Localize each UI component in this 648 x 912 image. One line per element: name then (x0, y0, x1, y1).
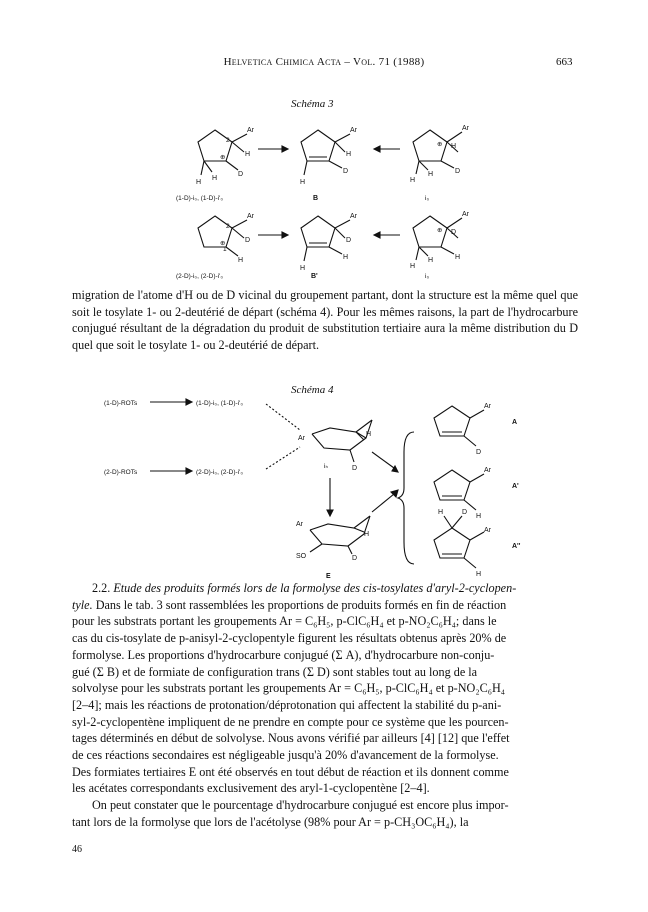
paragraph2-line: Des formiates tertiaires E ont été observés en tout début de réaction et ils donnent comme (72, 764, 509, 779)
atom-ar: Ar (350, 213, 357, 220)
atom-d: D (343, 168, 349, 175)
atom-d: D (462, 509, 468, 516)
atom-h: H (476, 513, 482, 520)
reactant-1-label: (1-D)-ROTs (104, 400, 138, 407)
atom-h: H (410, 177, 416, 184)
atom-ar: Ar (484, 527, 491, 534)
compound-label: (1-D)-i₀, (1-D)-i'₀ (176, 195, 224, 202)
atom-charge: ⊕ (437, 141, 443, 148)
atom-h: H (438, 509, 444, 516)
atom-position-2: 2 (226, 137, 230, 144)
scheme3-drawing (0, 108, 648, 308)
paragraph2-line: tages déterminés en début de solvolyse. Nous avons vérifié par ailleurs [4] [12] que l'effet (72, 731, 510, 746)
compound-e-label: E (326, 573, 331, 580)
scheme3-title: Schéma 3 (291, 98, 334, 110)
atom-ar: Ar (247, 213, 254, 220)
compound-label: i₀ (425, 273, 430, 280)
atom-ar: Ar (462, 125, 469, 132)
section-number: 2.2. (92, 581, 111, 595)
atom-ar: Ar (484, 467, 491, 474)
atom-ar: Ar (296, 521, 303, 528)
atom-position-1: 1 (223, 246, 227, 253)
paragraph2-line: solvolyse pour les substrats portant les groupements Ar = C₆H₅, p-ClC₆H₄ et p-NO₂C₆H₄ (72, 681, 506, 696)
atom-h: H (300, 179, 306, 186)
intermediate-2-label: (2-D)-i₀, (2-D)-i'₀ (196, 469, 244, 476)
atom-h: H (428, 171, 434, 178)
paragraph2-line: [2–4]; mais les réactions de protonation/déprotonation qui affectent la stabilité du p-ani- (72, 697, 502, 712)
page-number: 663 (556, 56, 573, 68)
intermediate-1-label: (1-D)-i₀, (1-D)-i'₀ (196, 400, 244, 407)
atom-h: H (451, 143, 457, 150)
atom-h: H (212, 175, 218, 182)
atom-h: H (366, 431, 372, 438)
journal-title: Helvetica Chimica Acta – Vol. 71 (1988) (223, 56, 425, 68)
atom-h: H (238, 257, 244, 264)
paragraph2-line: les acétates correspondants exclusivement des aryl-1-cyclopentène [2–4]. (72, 781, 430, 796)
paragraph2-line: Dans le tab. 3 sont rassemblées les proportions de produits formés en fin de réaction (95, 597, 507, 612)
atom-d: D (352, 465, 358, 472)
ring-row2-left (198, 216, 232, 247)
product-a-prime-label: A' (512, 483, 519, 490)
compound-label: B (313, 195, 319, 202)
atom-h: H (428, 257, 434, 264)
compound-label: (2-D)-i₀, (2-D)-i'₀ (176, 273, 224, 280)
atom-ar: Ar (484, 403, 491, 410)
atom-d: D (451, 229, 457, 236)
compound-label: i₀ (425, 195, 430, 202)
paragraph2-line: de ces réactions secondaires est négligeable jusqu'à 20% d'avancement de la formolyse. (72, 748, 499, 763)
atom-charge: ⊕ (437, 227, 443, 234)
scheme4-drawing (0, 392, 648, 592)
atom-d: D (245, 237, 251, 244)
ring-row1-middle (301, 130, 335, 161)
center-intermediate-label: iₕ (324, 463, 329, 470)
atom-charge: ⊕ (220, 154, 226, 161)
ring-row1-left (198, 130, 232, 161)
atom-ar: Ar (350, 127, 357, 134)
atom-d: D (238, 171, 244, 178)
paragraph3-line: tant lors de la formolyse que lors de l'acétolyse (98% pour Ar = p-CH₃OC₆H₄), la (72, 814, 469, 829)
paragraph2-line: formolyse. Les proportions d'hydrocarbure conjugué (Σ A), d'hydrocarbure non-conju- (72, 647, 495, 662)
paragraph-migration: migration de l'atome d'H ou de D vicinal du groupement partant, dont la structure est la même quel que soit le tosylate 1- ou 2-deutérié de départ (schéma 4). Pour les mêmes raisons, la part de l'hydrocarbure conjugué résultant de la dégradation du produit de substitution tertiaire aura la même distribution du D quel que soit le tosylate 1- ou 2-deutérié de départ. (72, 288, 578, 353)
atom-h: H (343, 254, 349, 261)
atom-h: H (300, 265, 306, 272)
product-a-double-prime-label: A'' (512, 543, 521, 550)
atom-position-2: 2 (226, 223, 230, 230)
ring-row2-middle (301, 216, 335, 247)
atom-h: H (476, 571, 482, 578)
paragraph2-line: cas du cis-tosylate de p-anisyl-2-cyclopentyle figurent les résultats obtenus après 20% de (72, 631, 507, 646)
atom-h: H (455, 254, 461, 261)
section-2-2 (72, 580, 578, 831)
atom-ar: Ar (247, 127, 254, 134)
paragraph2-line: syl-2-cyclopentène impliquent de ne prendre en compte pour ce système que les pourcen- (72, 714, 509, 729)
leaving-group-label: SO (296, 553, 307, 560)
scheme4-title: Schéma 4 (291, 384, 334, 396)
atom-h: H (245, 151, 251, 158)
paragraph2-line: pour les substrats portant les groupements Ar = C₆H₅, p-ClC₆H₄ et p-NO₂C₆H₄; dans le (72, 614, 497, 629)
compound-label: B' (311, 273, 318, 280)
atom-h: H (364, 531, 370, 538)
atom-d: D (346, 237, 352, 244)
section-title: Etude des produits formés lors de la formolyse des cis-tosylates d'aryl-2-cyclopen- (113, 581, 517, 595)
product-a-label: A (512, 419, 518, 426)
center-ring (312, 420, 372, 434)
atom-ar: Ar (298, 435, 305, 442)
atom-h: H (196, 179, 202, 186)
reactant-2-label: (2-D)-ROTs (104, 469, 138, 476)
atom-h: H (410, 263, 416, 270)
footer-page-marker: 46 (72, 844, 82, 855)
atom-ar: Ar (462, 211, 469, 218)
atom-d: D (455, 168, 461, 175)
section-title-end: tyle. (72, 597, 93, 612)
atom-h: H (346, 151, 352, 158)
atom-d: D (352, 555, 358, 562)
paragraph2-line: gué (Σ B) et de formiate de configuration trans (Σ D) sont stables tout au long de la (72, 664, 478, 679)
atom-d: D (476, 449, 482, 456)
atom-charge: ⊕ (220, 240, 226, 247)
paragraph3-line: On peut constater que le pourcentage d'hydrocarbure conjugué est encore plus impor- (92, 798, 509, 813)
